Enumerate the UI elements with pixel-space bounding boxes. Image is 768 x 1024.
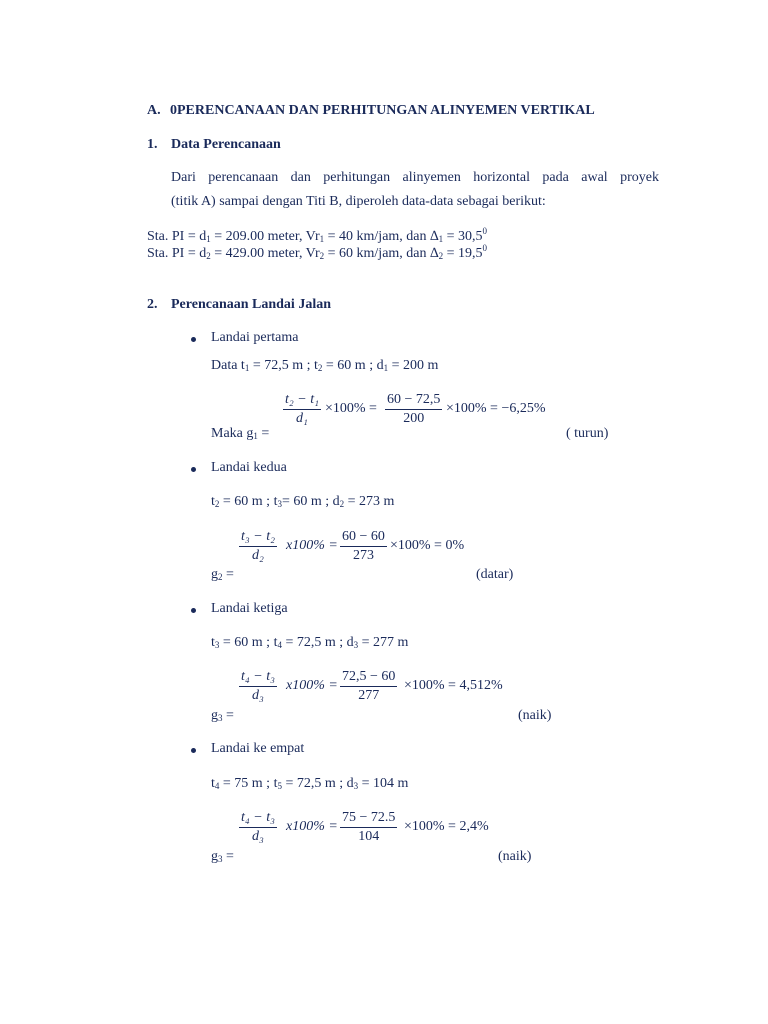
section-1-para-line2: (titik A) sampai dengan Titi B, diperoleh data-data sebagai berikut:: [171, 194, 546, 209]
landai-4-note: (naik): [498, 849, 532, 864]
landai-2-fraction-symbolic: t₃ − t₂ d₂: [241, 529, 275, 563]
landai-1-fraction-numeric: 60 − 72,5 200: [387, 392, 441, 426]
section-2-title: Perencanaan Landai Jalan: [171, 297, 331, 312]
landai-2-gradient-label: $g_2$ =: [211, 567, 234, 582]
landai-1-note: ( turun): [566, 426, 609, 441]
heading-a-number: A.: [147, 103, 161, 118]
section-1-para-line1: Dari perencanaan dan perhitungan alinyemen horizontal pada awal proyek: [171, 170, 659, 185]
landai-2-eq-result: ×100% = 0%: [390, 538, 465, 553]
section-1-title: Data Perencanaan: [171, 137, 281, 152]
section-2-number: 2.: [147, 297, 158, 312]
landai-1-fraction-symbolic: t₂ − t₁ d₁: [285, 392, 319, 426]
landai-4-data: $t_4 = 75$ m ; $t_5 = 72,5$ m ; $d_3 = 104$ m: [211, 776, 409, 791]
landai-1-data: Data $t_1 = 72,5$ m ; $t_2 = 60$ m ; $d_1 = 200$ m: [211, 358, 439, 373]
landai-4-fraction-symbolic: t₄ − t₃ d₃: [241, 810, 275, 844]
section-1-number: 1.: [147, 137, 158, 152]
landai-1-label: Landai pertama: [211, 330, 299, 345]
landai-2-label: Landai kedua: [211, 460, 287, 475]
bullet-icon: [191, 467, 196, 472]
landai-4-label: Landai ke empat: [211, 741, 305, 756]
landai-3-fraction-symbolic: t₄ − t₃ d₃: [241, 669, 275, 703]
landai-3-eq-result: ×100% = 4,512%: [404, 678, 503, 693]
landai-1-gradient-label: Maka $g_1$ =: [211, 426, 270, 441]
bullet-icon: [191, 337, 196, 342]
landai-3-gradient-label: $g_3$ =: [211, 708, 234, 723]
landai-4-eq-result: ×100% = 2,4%: [404, 819, 489, 834]
landai-3-data: $t_3 = 60$ m ; $t_4 = 72,5$ m ; $d_3 = 277$ m: [211, 635, 409, 650]
sta-line-1: Sta. PI = $d_1 = 209.00$ meter, $Vr_1 = 40$ km/jam, dan $\Delta_1 = 30,5^0$: [147, 226, 487, 244]
landai-4-gradient-label: $g_3$ =: [211, 849, 234, 864]
landai-2-note: (datar): [476, 567, 514, 582]
landai-3-label: Landai ketiga: [211, 601, 288, 616]
landai-1-eq-mid: ×100% =: [325, 401, 377, 416]
landai-2-data: $t_2 = 60$ m ; $t_3= 60$ m ; $d_2 = 273$ m: [211, 494, 395, 509]
landai-1-eq-result: ×100% = −6,25%: [446, 401, 546, 416]
landai-3-fraction-numeric: 72,5 − 60 277: [342, 669, 396, 703]
landai-3-eq-mid: x100% =: [286, 678, 338, 693]
landai-3-note: (naik): [518, 708, 552, 723]
heading-a-title: 0PERENCANAAN DAN PERHITUNGAN ALINYEMEN VERTIKAL: [170, 103, 595, 118]
sta-line-2: Sta. PI = $d_2 = 429.00$ meter, $Vr_2 = 60$ km/jam, dan $\Delta_2 = 19,5^0$: [147, 243, 487, 261]
bullet-icon: [191, 748, 196, 753]
landai-2-eq-mid: x100% =: [286, 538, 338, 553]
landai-4-fraction-numeric: 75 − 72.5 104: [342, 810, 396, 844]
bullet-icon: [191, 608, 196, 613]
landai-4-eq-mid: x100% =: [286, 819, 338, 834]
landai-2-fraction-numeric: 60 − 60 273: [342, 529, 385, 563]
